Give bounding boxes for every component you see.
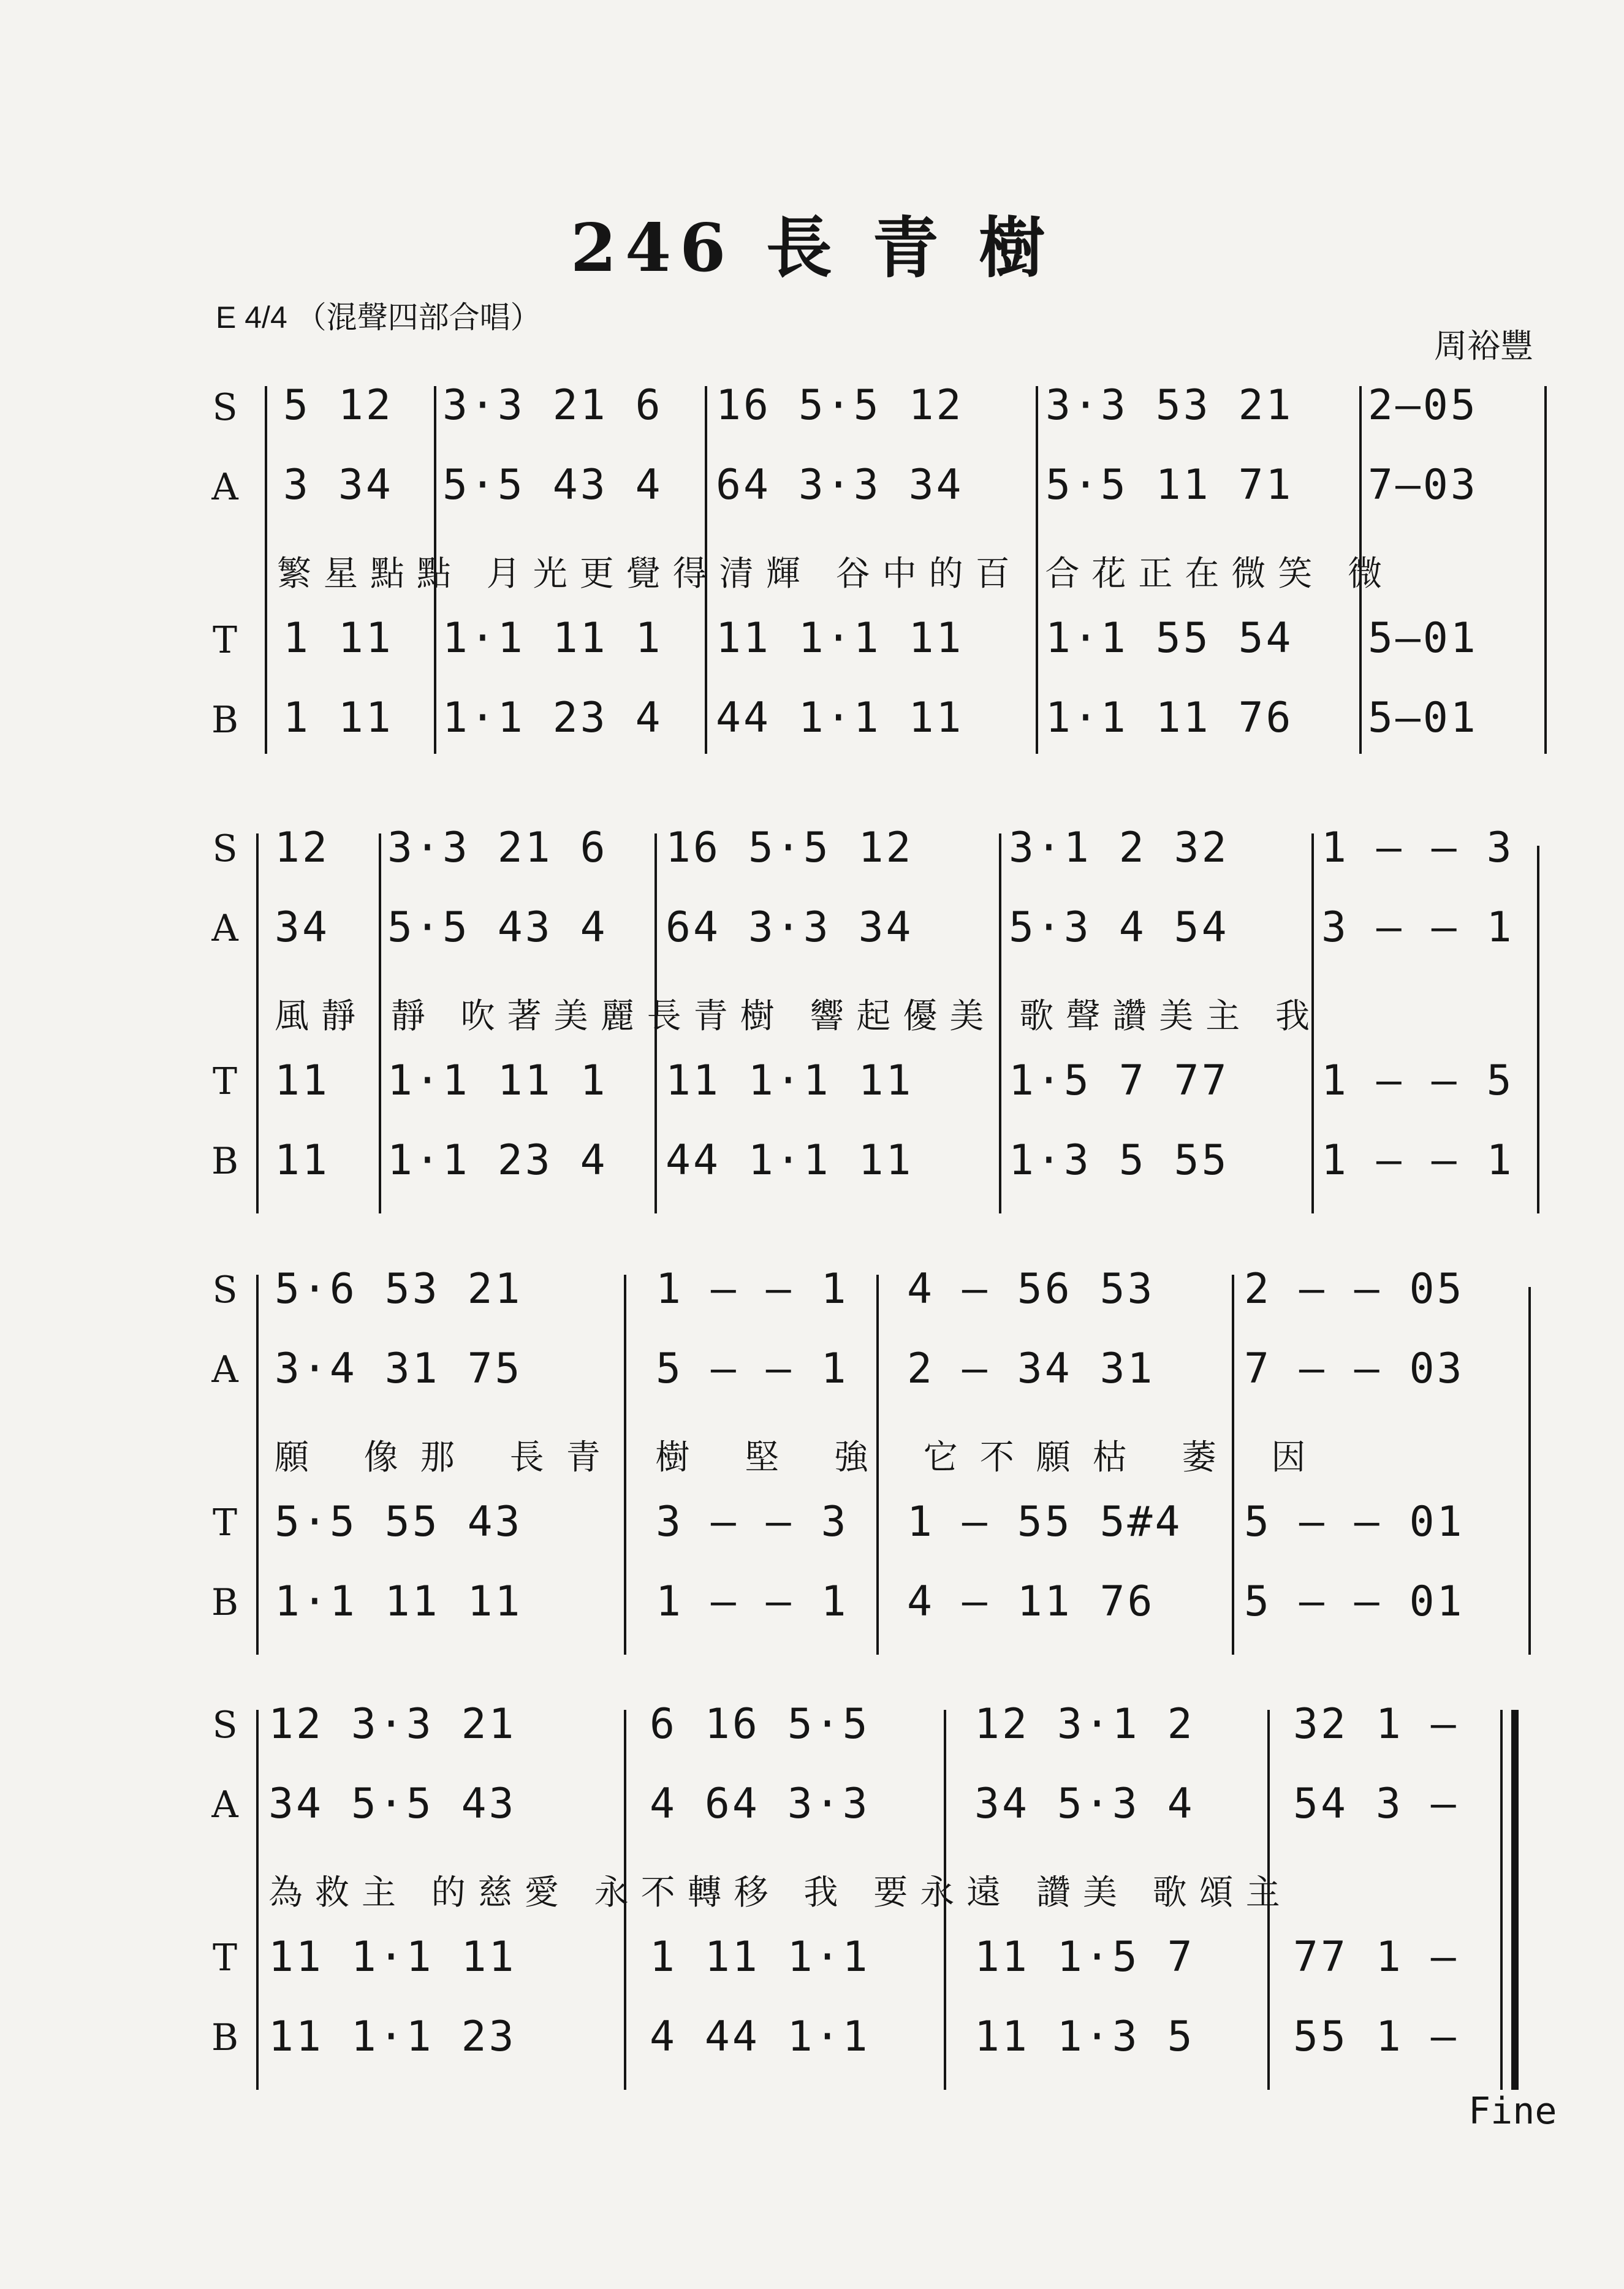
lyrics-line: 為救主 的慈愛 永不轉移 我 要永遠 讚美 歌頌主 <box>268 1873 1292 1913</box>
part-label-tenor: T <box>212 1501 238 1544</box>
measure-s: 5·6 53 21 <box>275 1265 523 1313</box>
measure-a: 34 <box>275 903 330 952</box>
measure-a: 34 5·3 4 <box>974 1780 1195 1828</box>
lyrics-line: 繁星點點 月光更覺得清輝 谷中的百 合花正在微笑 微 <box>277 554 1395 594</box>
part-label-bass: B <box>211 2016 239 2059</box>
measure-a: 54 3 — <box>1293 1780 1459 1828</box>
measure-s: 2 — — 05 <box>1244 1265 1465 1313</box>
measure-s: 1 — — 3 <box>1321 824 1514 872</box>
part-label-soprano: S <box>212 386 238 429</box>
measure-a: 7 — — 03 <box>1244 1345 1465 1393</box>
score-system-3 <box>0 1256 1624 1649</box>
measure-a: 64 3·3 34 <box>666 903 914 952</box>
measure-t: 1 11 <box>283 614 393 662</box>
measure-b: 1·1 11 11 <box>275 1577 523 1626</box>
measure-a: 5·5 43 4 <box>442 461 663 509</box>
measure-a: 5·5 43 4 <box>387 903 608 952</box>
measure-s: 3·1 2 32 <box>1009 824 1229 872</box>
measure-t: 1·1 55 54 <box>1045 614 1294 662</box>
measure-b: 44 1·1 11 <box>716 694 964 742</box>
page-title: 246 長 青 樹 <box>570 210 1054 287</box>
measure-b: 5 — — 01 <box>1244 1577 1465 1626</box>
key-signature: E 4/4 （混聲四部合唱） <box>216 300 541 335</box>
part-label-bass: B <box>211 699 239 742</box>
measure-s: 16 5·5 12 <box>666 824 914 872</box>
measure-t: 1 11 1·1 <box>650 1933 870 1981</box>
score-system-1 <box>0 368 1624 760</box>
part-label-alto: A <box>211 1348 238 1391</box>
measure-t: 11 1·5 7 <box>974 1933 1195 1981</box>
part-label-soprano: S <box>212 1269 238 1312</box>
measure-b: 55 1 — <box>1293 2013 1459 2061</box>
part-label-soprano: S <box>212 827 238 870</box>
measure-t: 11 1·1 11 <box>268 1933 517 1981</box>
measure-t: 3 — — 3 <box>656 1498 849 1546</box>
measure-s: 12 <box>275 824 330 872</box>
measure-s: 12 3·3 21 <box>268 1700 517 1748</box>
score-system-4 <box>0 1691 1624 2108</box>
measure-b: 1 — — 1 <box>656 1577 849 1626</box>
part-label-tenor: T <box>212 1060 238 1103</box>
measure-a: 7—03 <box>1368 461 1478 509</box>
measure-a: 5 — — 1 <box>656 1345 849 1393</box>
measure-t: 11 1·1 11 <box>666 1057 914 1105</box>
measure-b: 5—01 <box>1368 694 1478 742</box>
measure-t: 1·1 11 1 <box>387 1057 608 1105</box>
measure-b: 1·1 11 76 <box>1045 694 1294 742</box>
part-label-alto: A <box>211 1783 238 1826</box>
lyrics-line: 風靜 靜 吹著美麗長青樹 響起優美 歌聲讚美主 我 <box>275 996 1322 1036</box>
measure-b: 1·1 23 4 <box>387 1136 608 1185</box>
fine-mark: Fine <box>1468 2090 1557 2133</box>
measure-t: 11 <box>275 1057 330 1105</box>
measure-t: 11 1·1 11 <box>716 614 964 662</box>
measure-s: 12 3·1 2 <box>974 1700 1195 1748</box>
measure-s: 2—05 <box>1368 381 1478 430</box>
composer: 周裕豐 <box>1434 327 1533 365</box>
measure-b: 4 44 1·1 <box>650 2013 870 2061</box>
measure-s: 32 1 — <box>1293 1700 1459 1748</box>
measure-b: 1·1 23 4 <box>442 694 663 742</box>
measure-a: 3·4 31 75 <box>275 1345 523 1393</box>
measure-b: 1 — — 1 <box>1321 1136 1514 1185</box>
measure-t: 5—01 <box>1368 614 1478 662</box>
measure-a: 3 — — 1 <box>1321 903 1514 952</box>
measure-b: 1·3 5 55 <box>1009 1136 1229 1185</box>
part-label-bass: B <box>211 1581 239 1624</box>
measure-s: 5 12 <box>283 381 393 430</box>
measure-b: 44 1·1 11 <box>666 1136 914 1185</box>
measure-b: 4 — 11 76 <box>907 1577 1155 1626</box>
measure-t: 1·1 11 1 <box>442 614 663 662</box>
measure-s: 3·3 53 21 <box>1045 381 1294 430</box>
measure-s: 6 16 5·5 <box>650 1700 870 1748</box>
measure-a: 34 5·5 43 <box>268 1780 517 1828</box>
measure-s: 3·3 21 6 <box>387 824 608 872</box>
measure-s: 4 — 56 53 <box>907 1265 1155 1313</box>
part-label-tenor: T <box>212 1937 238 1980</box>
measure-t: 5 — — 01 <box>1244 1498 1465 1546</box>
measure-b: 1 11 <box>283 694 393 742</box>
measure-a: 5·5 11 71 <box>1045 461 1294 509</box>
part-label-tenor: T <box>212 619 238 662</box>
measure-a: 3 34 <box>283 461 393 509</box>
measure-s: 16 5·5 12 <box>716 381 964 430</box>
measure-t: 1 — — 5 <box>1321 1057 1514 1105</box>
measure-b: 11 1·1 23 <box>268 2013 517 2061</box>
part-label-alto: A <box>211 466 238 509</box>
measure-t: 1 — 55 5#4 <box>907 1498 1183 1546</box>
score-system-2 <box>0 815 1624 1207</box>
measure-a: 5·3 4 54 <box>1009 903 1229 952</box>
measure-a: 4 64 3·3 <box>650 1780 870 1828</box>
measure-a: 64 3·3 34 <box>716 461 964 509</box>
part-label-soprano: S <box>212 1704 238 1747</box>
measure-b: 11 <box>275 1136 330 1185</box>
measure-t: 77 1 — <box>1293 1933 1459 1981</box>
measure-t: 5·5 55 43 <box>275 1498 523 1546</box>
measure-b: 11 1·3 5 <box>974 2013 1195 2061</box>
part-label-bass: B <box>211 1140 239 1183</box>
lyrics-line: 願 像那 長青 樹 堅 強 它不願枯 萎 因 <box>275 1438 1328 1478</box>
measure-a: 2 — 34 31 <box>907 1345 1155 1393</box>
measure-s: 1 — — 1 <box>656 1265 849 1313</box>
measure-t: 1·5 7 77 <box>1009 1057 1229 1105</box>
measure-s: 3·3 21 6 <box>442 381 663 430</box>
part-label-alto: A <box>211 907 238 950</box>
